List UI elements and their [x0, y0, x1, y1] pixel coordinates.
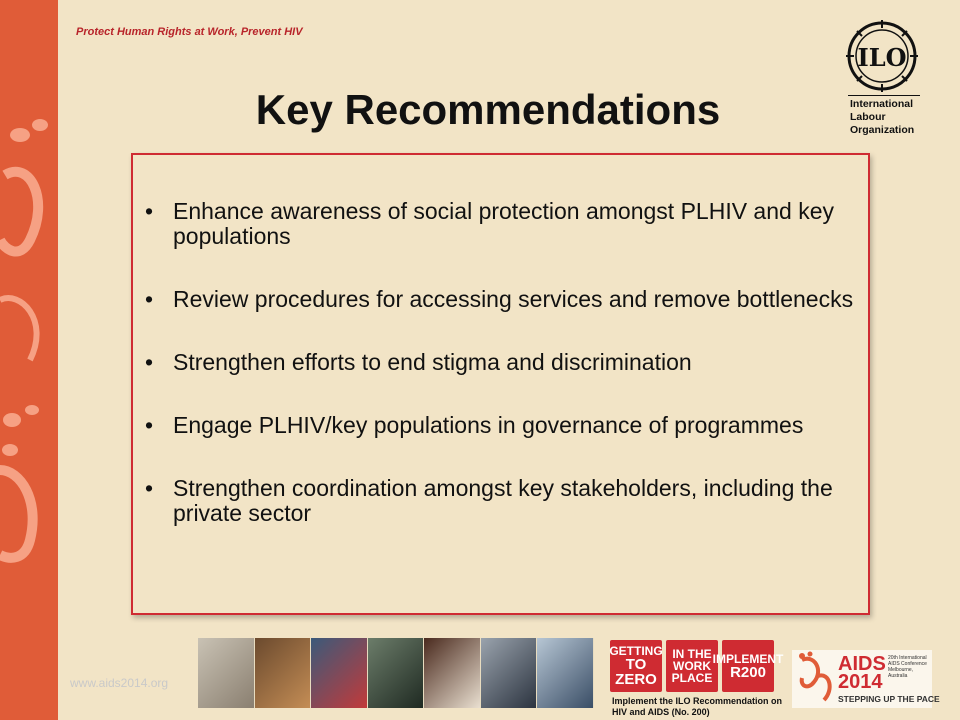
recommendations-box: [131, 153, 870, 615]
photo-tile: [424, 638, 481, 708]
list-item: • Strengthen efforts to end stigma and discrimination: [145, 350, 855, 375]
list-item: • Review procedures for accessing services and remove bottlenecks: [145, 287, 855, 312]
badge-line: WORK PLACE: [671, 659, 713, 685]
ilo-divider: [848, 95, 920, 96]
aids-year: 2014: [838, 671, 883, 693]
svg-text:ILO: ILO: [857, 43, 907, 72]
ilo-name-line: International: [850, 98, 914, 110]
campaign-badges: [609, 640, 784, 692]
photo-tile: [198, 638, 255, 708]
list-item: • Engage PLHIV/key populations in governance of programmes: [145, 413, 855, 438]
r200-caption: Implement the ILO Recommendation on HIV and AIDS (No. 200): [612, 696, 783, 717]
badge-line: GETTING: [609, 644, 663, 658]
getting-to-zero-badge: [610, 640, 662, 692]
photo-tile: [255, 638, 312, 708]
ilo-name: [850, 98, 914, 137]
photo-tile: [481, 638, 538, 708]
photo-tile: [368, 638, 425, 708]
ilo-name-line: Labour: [850, 111, 886, 123]
tagline: Protect Human Rights at Work, Prevent HIV: [76, 26, 303, 38]
badge-line: IMPLEMENT: [712, 651, 784, 666]
implement-r200-badge: [712, 640, 784, 692]
website-url: www.aids2014.org: [70, 676, 169, 690]
ilo-name-line: Organization: [850, 124, 915, 136]
in-the-work-place-badge: [666, 640, 718, 692]
page-title: Key Recommendations: [255, 86, 721, 133]
conference-details: 20th International AIDS Conference Melbourne, Australia: [888, 655, 927, 679]
photo-tile: [537, 638, 594, 708]
aids-slogan: STEPPING UP THE PACE: [838, 694, 940, 704]
aids2014-logo: [792, 650, 940, 708]
photo-tile: [311, 638, 368, 708]
recommendations-list: [145, 199, 855, 564]
badge-line: TO ZERO: [615, 656, 657, 688]
footprint-icon: [794, 650, 838, 708]
badge-line: IN THE: [672, 647, 712, 661]
photo-strip: [198, 638, 594, 708]
list-item: • Enhance awareness of social protection amongst PLHIV and key populations: [145, 199, 855, 249]
list-item: • Strengthen coordination amongst key stakeholders, including the private sector: [145, 476, 855, 526]
aids-title: AIDS: [838, 653, 886, 675]
badge-line: R200: [730, 663, 766, 681]
